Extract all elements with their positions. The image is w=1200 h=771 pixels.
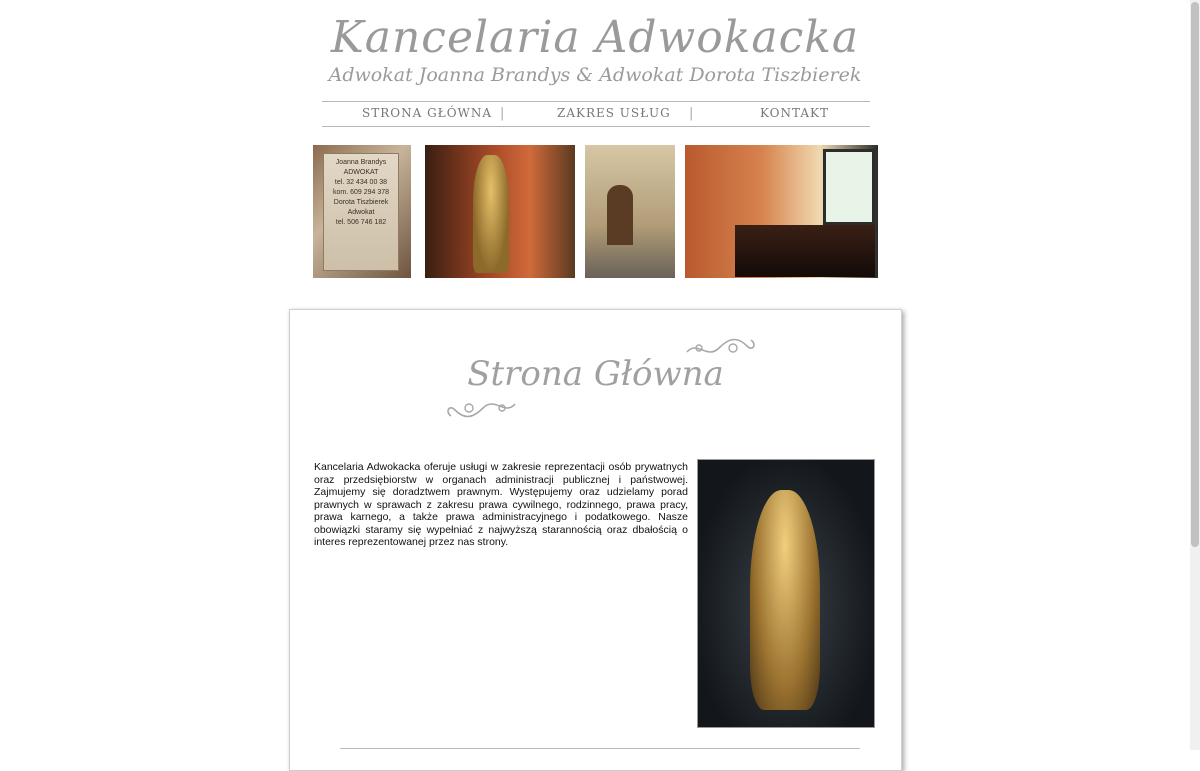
plate-text: Joanna Brandys [335,159,387,166]
justice-statue-photo [425,145,575,278]
office-desk [735,225,875,277]
justice-statue-image [697,459,875,728]
page-heading: Strona Główna [467,354,724,394]
office-nameplate [323,153,399,271]
flourish-ornament-bottom [442,392,517,422]
plate-text: tel. 506 746 182 [335,219,387,226]
nav-separator: | [689,106,694,121]
building-door [607,185,633,245]
content-panel [289,309,902,771]
nav-item-services[interactable]: ZAKRES USŁUG [557,106,671,120]
plate-text: kom. 609 294 378 [332,189,390,196]
divider [340,748,860,749]
nav-separator: | [500,106,505,121]
site-title: Kancelaria Adwokacka [330,12,860,63]
header-banner [313,145,878,278]
office-window [823,149,875,225]
scrollbar-thumb[interactable] [1191,2,1199,547]
plate-text: Adwokat [347,209,375,216]
office-interior-photo [685,145,878,278]
nav-item-contact[interactable]: KONTAKT [760,106,829,120]
plate-text: tel. 32 434 00 38 [334,179,388,186]
statue-figure [750,490,820,710]
main-navigation [322,101,870,127]
plate-text: Dorota Tiszbierek [333,199,389,206]
plate-text: ADWOKAT [343,169,379,176]
statue-figure [473,155,509,273]
building-facade-photo [585,145,675,278]
nameplate-photo [313,145,411,278]
vertical-scrollbar[interactable] [1190,0,1200,750]
nav-item-home[interactable]: STRONA GŁÓWNA [362,106,493,120]
site-subtitle: Adwokat Joanna Brandys & Adwokat Dorota Tiszbierek [328,64,862,86]
intro-paragraph: Kancelaria Adwokacka oferuje usługi w zakresie reprezentacji osób prywatnych oraz przedsiębiorstw w organach administracji publicznej i państwowej. Zajmujemy się doradztwem prawnym. Występujemy oraz udzielamy porad prawnych w sprawach z zakresu prawa cywilnego, rodzinnego, prawa pracy, prawa karnego, a także prawa administracyjnego i podatkowego. Nasze obowiązki staramy się wypełniać z najwyższą starannością oraz dbałością o interes reprezentowanej przez nas strony. [314,461,688,548]
